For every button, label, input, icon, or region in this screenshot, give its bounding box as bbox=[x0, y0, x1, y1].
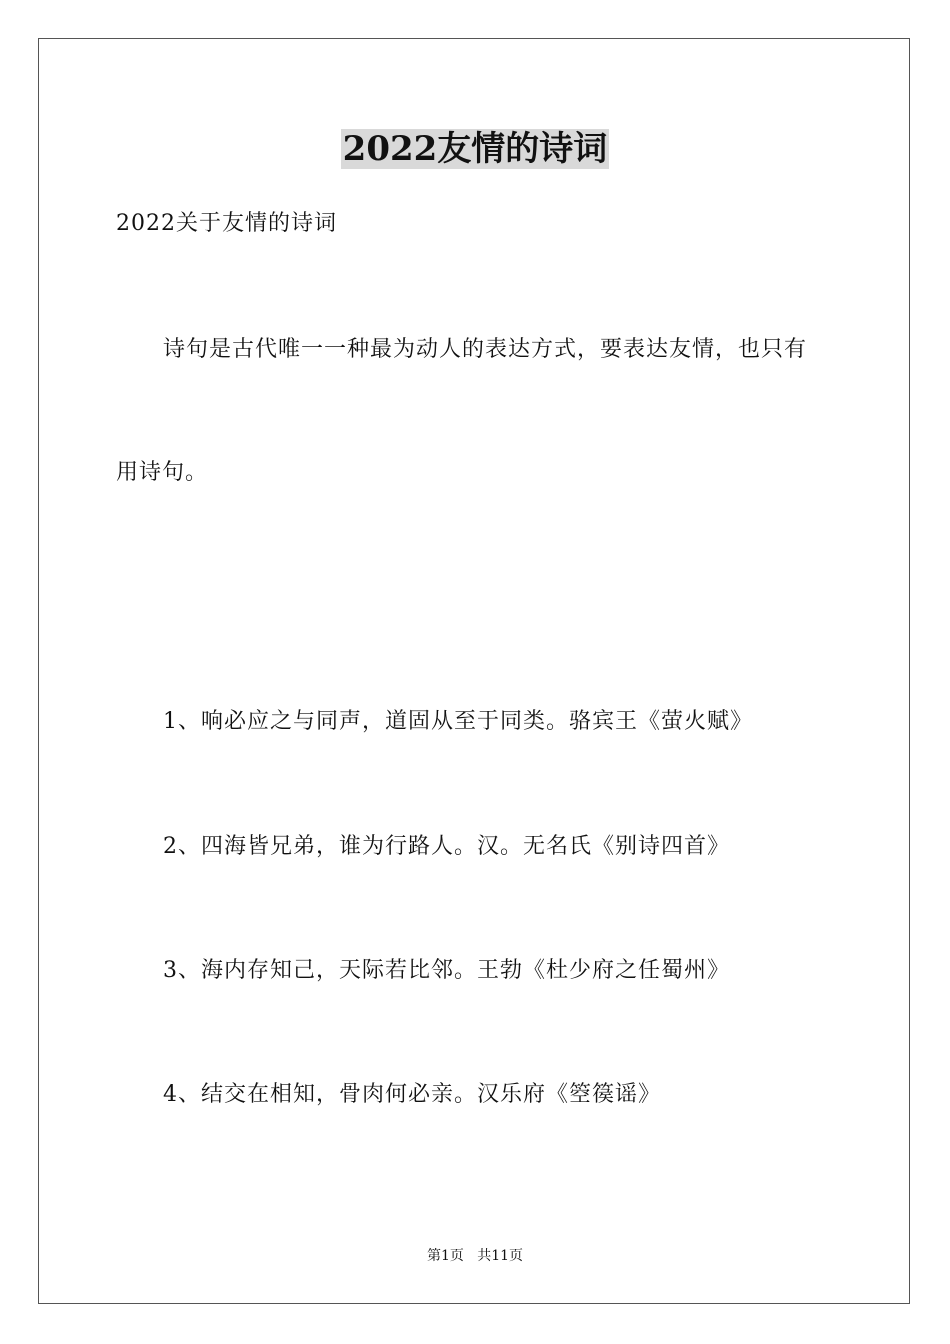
poem-line-1: 1、响必应之与同声，道固从至于同类。骆宾王《萤火赋》 bbox=[163, 709, 753, 734]
poem-line-4: 4、结交在相知，骨肉何必亲。汉乐府《箜篌谣》 bbox=[163, 1082, 661, 1107]
poem-line-2: 2、四海皆兄弟，谁为行路人。汉。无名氏《别诗四首》 bbox=[163, 834, 730, 859]
title-text: 2022友情的诗词 bbox=[342, 129, 608, 169]
page-footer: 第1页 共11页 bbox=[426, 1248, 524, 1264]
poem-line-3: 3、海内存知己，天际若比邻。王勃《杜少府之任蜀州》 bbox=[163, 958, 730, 983]
intro-paragraph-line-2: 用诗句。 bbox=[116, 460, 209, 485]
document-title bbox=[0, 127, 950, 171]
intro-paragraph-line-1: 诗句是古代唯一一种最为动人的表达方式，要表达友情，也只有 bbox=[163, 337, 808, 362]
document-subtitle: 2022关于友情的诗词 bbox=[116, 211, 337, 236]
